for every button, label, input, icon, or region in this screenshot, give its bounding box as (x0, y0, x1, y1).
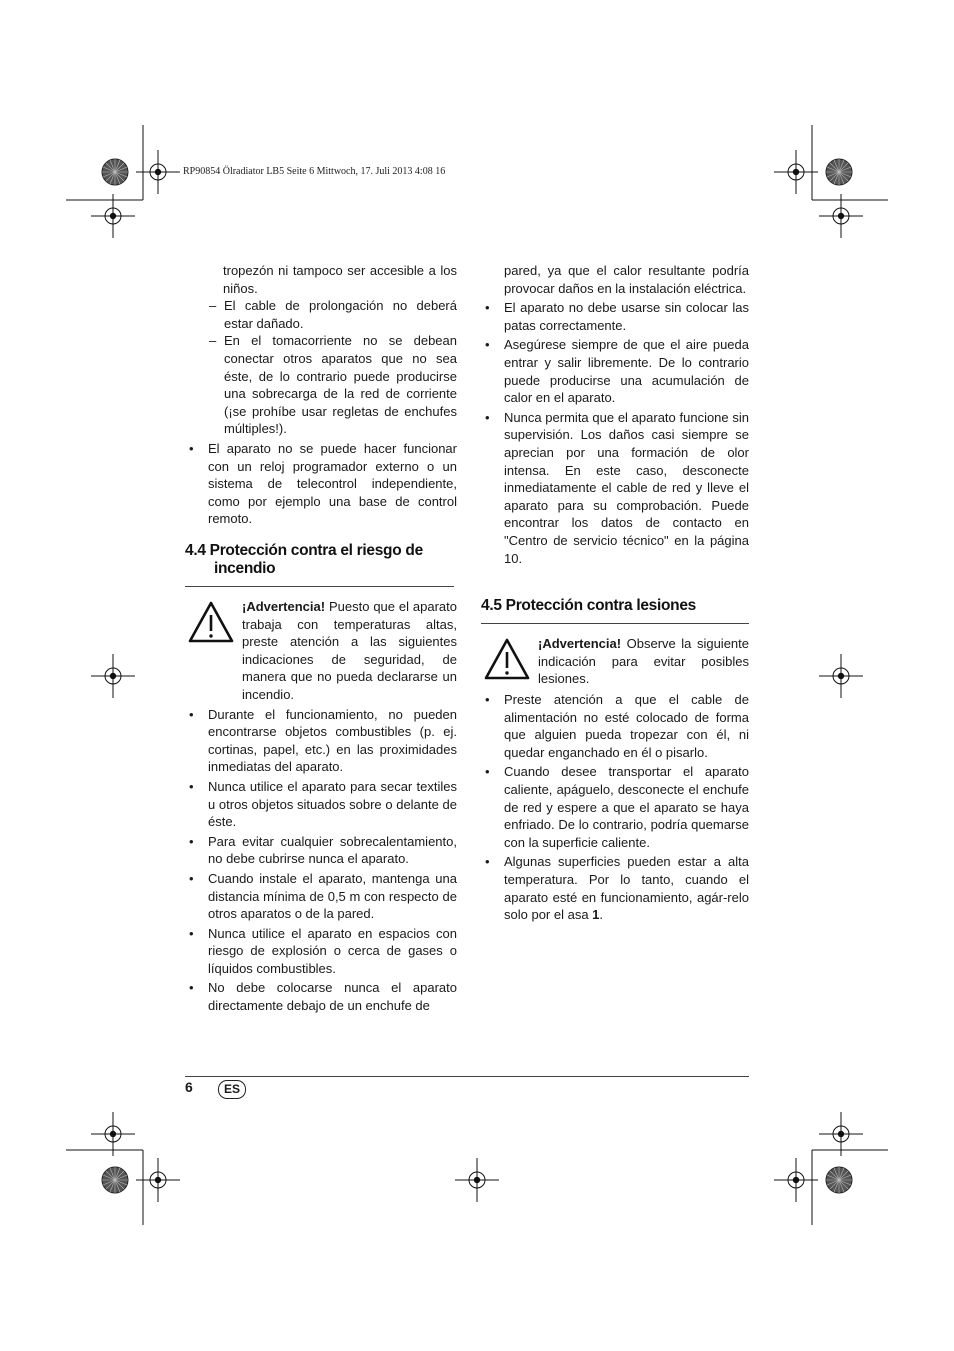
warning-block: ¡Advertencia! Puesto que el aparato trabaja con temperaturas altas, preste atención a las siguientes indicaciones de seguridad, de manera que no pueda declararse un incendio. (185, 598, 457, 704)
bullet-item: • El aparato no se puede hacer funcionar con un reloj programador externo o un sistema de telecontrol independiente, como por ejemplo una base de control remoto. (189, 440, 457, 527)
warning-label: ¡Advertencia! (242, 599, 326, 614)
warning-block: ¡Advertencia! Observe la siguiente indicación para evitar posibles lesiones. (481, 635, 749, 689)
right-column-lower (481, 635, 749, 924)
page-number: 6 (185, 1079, 193, 1095)
bullet-item: • Nunca permita que el aparato funcione sin supervisión. Los daños casi siempre se aprecian por una formación de olor intensa. En este caso, desconecte inmediatamente el cable de red y lleve el aparato para su comprobación. Puede encontrar los datos de contacto en "Centro de servicio técnico" en la página 10. (485, 409, 749, 566)
bullet-item: • Nunca utilice el aparato para secar textiles u otros objetos situados sobre o delante de éste. (189, 778, 457, 830)
print-header: RP90854 Ölradiator LB5 Seite 6 Mittwoch, 17. Juli 2013 4:08 16 (183, 166, 446, 177)
language-badge: ES (218, 1080, 246, 1099)
warning-triangle-icon (187, 600, 235, 644)
bullet-item: • Algunas superficies pueden estar a alta temperatura. Por lo tanto, cuando el aparato esté en funcionamiento, agár-relo solo por el asa 1. (485, 854, 749, 923)
footer-rule (185, 1076, 749, 1077)
continued-paragraph: pared, ya que el calor resultante podría provocar daños en la instalación eléctrica. (504, 263, 749, 296)
section-title-4-4: 4.4 Protección contra el riesgo de incendio (185, 542, 423, 577)
warning-triangle-icon (483, 637, 531, 681)
warning-label: ¡Advertencia! (538, 636, 622, 651)
bullet-item: • Nunca utilice el aparato en espacios con riesgo de explosión o cerca de gases o líquidos combustibles. (189, 925, 457, 976)
left-column (185, 262, 457, 528)
dash-item: – En el tomacorriente no se debean conectar otros aparatos que no sea éste, de lo contrario puede producirse una sobrecarga de la red de corriente (¡se prohíbe usar regletas de enchufes múltiples!). (209, 333, 457, 437)
bullet-item: • El aparato no debe usarse sin colocar las patas correctamente. (485, 300, 749, 333)
section-title-4-5: 4.5 Protección contra lesiones (481, 597, 696, 614)
left-column-lower (185, 598, 457, 1015)
bullet-item: • Para evitar cualquier sobrecalentamiento, no debe cubrirse nunca el aparato. (189, 833, 457, 867)
bullet-item: • Preste atención a que el cable de alimentación no esté colocado de forma que alguien pueda tropezar con él, ni quedar enganchado en él o pisarlo. (485, 692, 749, 760)
bullet-item: • Cuando desee transportar el aparato caliente, apáguelo, desconecte el enchufe de red y espere a que el aparato se haya enfriado. De lo contrario, podría quemarse con la superficie caliente. (485, 764, 749, 850)
continued-paragraph: tropezón ni tampoco ser accesible a los niños. (223, 263, 457, 296)
bullet-item: • Asegúrese siempre de que el aire pueda entrar y salir libremente. De lo contrario puede producirse una acumulación de calor en el aparato. (485, 337, 749, 406)
bullet-item: • Durante el funcionamiento, no pueden encontrarse objetos combustibles (p. ej. cortinas, papel, etc.) en las proximidades inmediatas del aparato. (189, 706, 457, 775)
bullet-item: • Cuando instale el aparato, mantenga una distancia mínima de 0,5 m con respecto de otros aparatos o de la pared. (189, 870, 457, 922)
right-column (481, 262, 749, 567)
dash-item: – El cable de prolongación no deberá estar dañado. (209, 298, 457, 331)
section-rule (185, 586, 454, 587)
section-rule (481, 623, 749, 624)
bullet-item: • No debe colocarse nunca el aparato directamente debajo de un enchufe de (189, 980, 457, 1014)
